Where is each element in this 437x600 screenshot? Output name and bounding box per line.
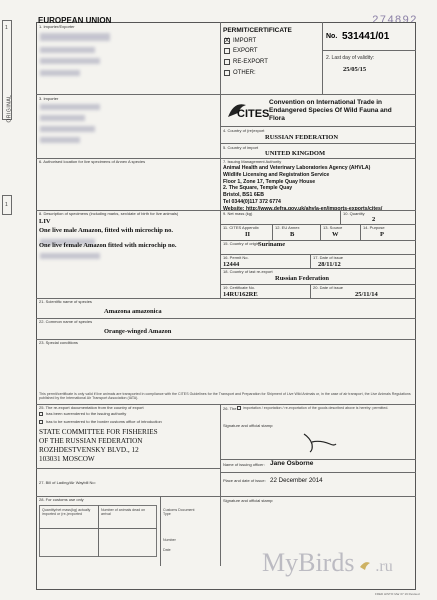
field-8-line-1: LIV — [39, 218, 51, 225]
field-17-label: 17. Date of issue — [313, 255, 344, 260]
field-11-label: 11. CITES Appendix — [223, 225, 259, 230]
field-8-line-2: One live male Amazon, fitted with microchip no. — [39, 227, 174, 234]
cites-logo-icon — [226, 99, 270, 121]
field-22-label: 22. Common name of species — [39, 319, 93, 324]
option-import: IMPORT — [233, 38, 257, 44]
field-21-label: 21. Scientific name of species — [39, 299, 92, 304]
authority-line-4: 2. The Square, Temple Quay — [223, 185, 293, 192]
divider-h5 — [36, 318, 416, 319]
stamp-number: 274892 — [372, 15, 418, 27]
field-16-value: 12444 — [223, 261, 240, 268]
field-14-label: 14. Purpose — [363, 225, 385, 230]
customs-number-label: Number — [163, 538, 176, 542]
watermark-bird-icon — [359, 558, 371, 570]
authority-line-7: Website: http://www.defra.gov.uk/ahvla-en/imports-exports/cites/ — [223, 205, 383, 212]
officer-name: Jane Osborne — [270, 460, 314, 467]
address-line-4: 103031 MOSCOW — [39, 455, 95, 463]
field-12-value: B — [290, 231, 295, 238]
authority-block — [223, 165, 382, 212]
side-original-label: ORIGINAL — [6, 94, 13, 123]
field-28-label: 28. For customs use only — [39, 497, 84, 502]
cites-text: Convention on International Trade in Endangered Species Of Wild Fauna and Flora — [269, 99, 392, 122]
field-11-value: II — [245, 231, 251, 238]
divider-v-no — [322, 22, 323, 94]
authority-line-3: Floor 1, Zone 17, Temple Quay House — [223, 178, 316, 185]
address-line-2: OF THE RUSSIAN FEDERATION — [39, 437, 143, 445]
field-6-label: 6. Authorised location for live specimens of Annex A species — [39, 159, 146, 164]
divider-v-f10 — [340, 210, 341, 224]
side-number-top: 1 — [5, 25, 8, 31]
field-15-label: 15. Country of origin — [223, 241, 260, 246]
watermark-logo — [262, 548, 393, 578]
other-checkbox[interactable] — [224, 70, 230, 76]
qty-label: Quantity/net mass(kg) actually imported or (re-)exported — [42, 508, 91, 517]
permit-number: 531441/01 — [342, 31, 390, 42]
cites-logo-text: CITES — [237, 108, 270, 120]
importer-redacted — [40, 104, 100, 110]
divider-v-f13 — [320, 224, 321, 240]
field-8-line-3: One live female Amazon fitted with microchip no. — [39, 242, 177, 249]
animals-label: Number of animals dead on arrival — [101, 508, 146, 517]
divider-h-f5 — [220, 143, 416, 144]
signature-icon — [300, 430, 340, 454]
field-21-value: Amazona amazonica — [104, 308, 162, 315]
field-27-label: 27. Bill of Lading/Air Waybill No: — [39, 480, 96, 485]
to-surrender-checkbox[interactable] — [39, 420, 43, 424]
field-25-option-2: has to be surrendered to the border customs office of introduction — [46, 419, 162, 424]
field-4-label: 4. Country of (re)export — [223, 128, 265, 133]
divider-v-f17 — [310, 254, 311, 268]
field-7-label: 7. Issuing Management Authority — [223, 159, 282, 164]
field-20-value: 25/11/14 — [355, 291, 378, 298]
field-10-label: 10. Quantity — [343, 211, 365, 216]
address-line-1: STATE COMMITTEE FOR FISHERIES — [39, 428, 158, 436]
reexport-checkbox[interactable] — [224, 59, 230, 65]
field-16-label: 16. Permit No. — [223, 255, 249, 260]
importation-checkbox[interactable] — [237, 406, 241, 410]
signature-stamp-label: Signature and official stamp: — [223, 498, 274, 503]
option-reexport: RE-EXPORT — [233, 59, 268, 65]
last-day-label: 2. Last day of validity: — [326, 55, 375, 61]
field-20-label: 20. Date of issue — [313, 285, 344, 290]
field-5-value: UNITED KINGDOM — [265, 150, 326, 157]
customs-divider-h — [39, 528, 157, 529]
divider-v-26 — [220, 404, 221, 496]
place-date-label: Place and date of issue: — [223, 478, 266, 483]
field-22-value: Orange-winged Amazon — [104, 328, 172, 335]
authority-line-2: Wildlife Licensing and Registration Service — [223, 171, 330, 178]
field-12-label: 12. EU Annex — [275, 225, 300, 230]
importer-redacted-2 — [40, 115, 85, 121]
importer-redacted-4 — [40, 137, 80, 143]
permit-no-label: No. — [326, 33, 338, 40]
microchip-redacted-2 — [40, 253, 100, 259]
divider-h8 — [36, 468, 220, 469]
cites-logo — [226, 99, 270, 121]
field-23-label: 23. Special conditions — [39, 340, 78, 345]
divider-h-place — [220, 472, 416, 473]
divider-h-no — [322, 50, 416, 51]
exporter-redacted — [40, 33, 110, 41]
field-19-label: 19. Certificate No. — [223, 285, 256, 290]
field-10-value: 2 — [372, 216, 376, 223]
footer-code: FRED HIST/F Mar 07 19 Revised — [375, 592, 420, 596]
surrendered-checkbox[interactable] — [39, 412, 43, 416]
divider-v-f14 — [360, 224, 361, 240]
option-other: OTHER: — [233, 70, 256, 76]
importer-redacted-3 — [40, 126, 95, 132]
authority-line-6: Tel 0344(0)117 372 6774 — [223, 198, 281, 205]
divider-v-28 — [220, 496, 221, 566]
field-15-value: Suriname — [258, 241, 286, 248]
permit-title: PERMIT/CERTIFICATE — [223, 27, 292, 34]
field-13-value: W — [332, 231, 339, 238]
field-1-label: 1. Importer/Exporter — [39, 24, 75, 29]
signature-mark — [300, 430, 340, 454]
divider-h-cites — [220, 126, 416, 127]
side-number-mid: 1 — [5, 202, 8, 208]
customs-date-label: Date — [163, 548, 171, 552]
field-19-value: 14RU162RE — [223, 291, 258, 298]
field-4-value: RUSSIAN FEDERATION — [265, 134, 339, 141]
field-25-option-1: has been surrendered to the issuing authority — [46, 411, 127, 416]
field-26-text: importation / exportation / re-exportation of the goods described above is hereby: permitted. — [243, 406, 389, 410]
field-17-value: 28/11/12 — [318, 261, 341, 268]
field-24-text: This permit/certificate is only valid if live animals are transported in compliance with the CITES Guidelines for the Transport and Preparation for Shipment of Live Wild Animals or, in the case of air transport, the Live Animals Regulations published by the International Air Transport Association (IATA). — [39, 392, 411, 401]
signature-label: Signature and official stamp: — [223, 423, 274, 428]
exporter-redacted-4 — [40, 70, 80, 76]
export-checkbox[interactable] — [224, 48, 230, 54]
watermark-suffix: .ru — [375, 558, 393, 575]
import-checkbox[interactable]: X — [225, 38, 230, 44]
divider-v-f12 — [272, 224, 273, 240]
option-export: EXPORT — [233, 48, 258, 54]
exporter-redacted-3 — [40, 58, 100, 64]
field-3-label: 3. Importer — [39, 96, 59, 101]
field-14-value: P — [380, 231, 384, 238]
union-heading: EUROPEAN UNION — [38, 16, 112, 25]
exporter-redacted-2 — [40, 47, 95, 53]
address-line-3: ROZHDESTVENSKY BLVD., 12 — [39, 446, 139, 454]
divider-v-main — [220, 158, 221, 298]
last-day-value: 25/05/15 — [343, 66, 367, 73]
authority-line-5: Bristol, BS1 6EB — [223, 192, 264, 198]
divider-v-header — [220, 22, 221, 94]
field-26-label: 26. The — [223, 406, 237, 411]
divider-h9 — [36, 496, 416, 497]
customs-divider-v2 — [160, 496, 161, 566]
place-date-value: 22 December 2014 — [270, 477, 323, 484]
customs-divider-v — [98, 505, 99, 557]
field-18-label: 18. Country of last re-export — [223, 269, 273, 274]
field-5-label: 5. Country of import — [223, 145, 259, 150]
field-25-address — [39, 428, 158, 464]
customs-doc-label: Customs Document Type — [163, 508, 195, 517]
divider-v-f20 — [310, 284, 311, 298]
divider-h4 — [36, 298, 416, 299]
divider-h6 — [36, 339, 416, 340]
field-25-label: 25. The re-export documentation from the country of export — [39, 405, 144, 410]
field-9-label: 9. Net mass (kg) — [223, 211, 253, 216]
divider-h-officer — [220, 459, 416, 460]
field-18-value: Russian Federation — [275, 275, 329, 282]
watermark-brand: MyBirds — [262, 548, 355, 577]
field-8-label: 8. Description of specimens (including marks, sex/date of birth for live animals) — [39, 211, 179, 216]
field-13-label: 13. Source — [323, 225, 343, 230]
officer-label: Name of issuing officer: — [223, 462, 265, 467]
divider-h1 — [36, 94, 416, 95]
authority-line-1: Animal Health and Veterinary Laboratories Agency (AHVLA) — [223, 165, 371, 171]
